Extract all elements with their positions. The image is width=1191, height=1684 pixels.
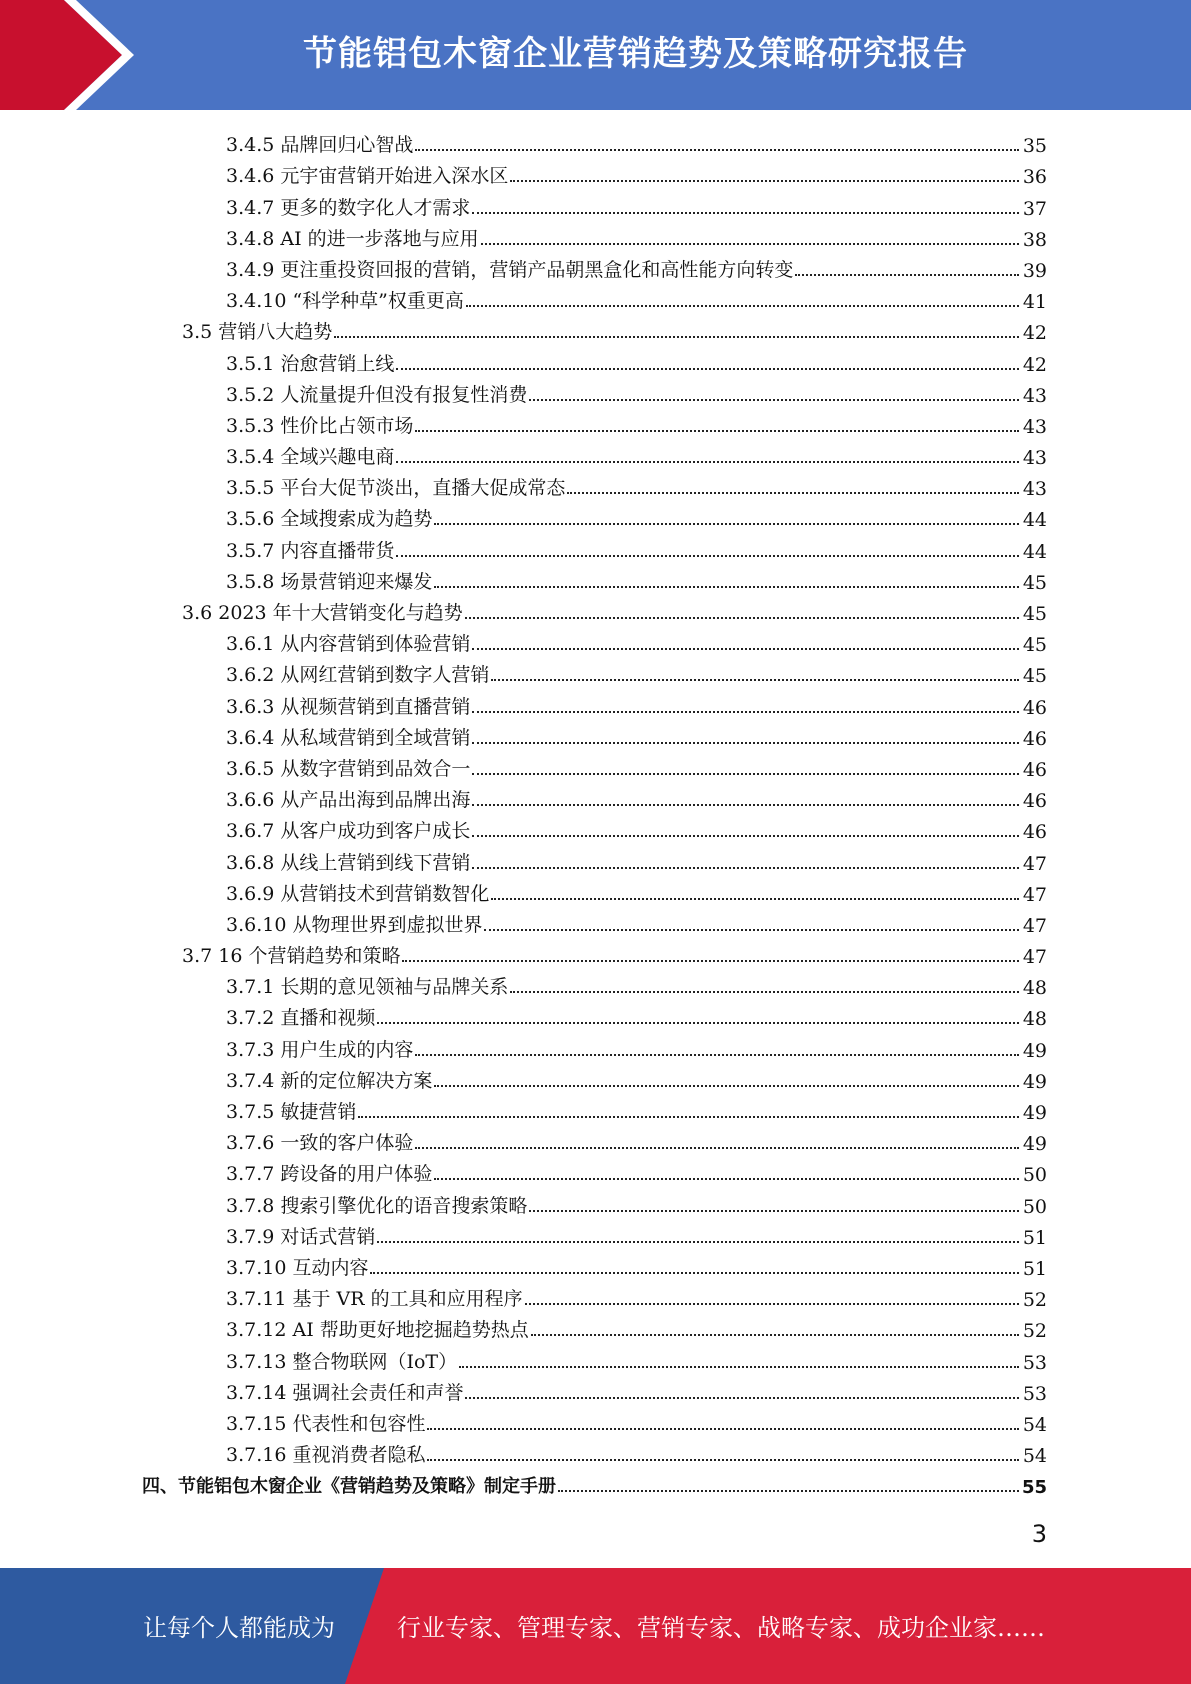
toc-entry[interactable]	[0, 937, 1191, 968]
toc-entry-label: 3.7.12 AI 帮助更好地挖掘趋势热点	[226, 1319, 529, 1342]
toc-leader-dots	[472, 710, 1019, 713]
toc-entry[interactable]	[0, 594, 1191, 625]
toc-entry-label: 3.6.5 从数字营销到品效合一	[226, 757, 471, 780]
toc-entry[interactable]	[0, 469, 1191, 500]
toc-entry-label: 3.7.1 长期的意见领袖与品牌关系	[226, 976, 509, 999]
footer-band	[0, 1568, 1191, 1684]
toc-entry-page: 50	[1022, 1195, 1047, 1218]
toc-entry-label: 3.7.16 重视消费者隐私	[226, 1444, 426, 1467]
toc-entry-label: 3.6.6 从产品出海到品牌出海	[226, 789, 471, 812]
toc-entry[interactable]	[0, 812, 1191, 843]
toc-entry-label: 3.4.5 品牌回归心智战	[226, 134, 414, 157]
toc-leader-dots	[415, 1053, 1019, 1056]
toc-entry-label: 3.7.5 敏捷营销	[226, 1101, 357, 1123]
toc-entry[interactable]	[0, 656, 1191, 687]
toc-entry-label: 3.4.10 “科学种草”权重更高	[226, 290, 464, 313]
footer-slogan: 让每个人都能成为	[143, 1614, 335, 1642]
toc-entry[interactable]	[0, 1062, 1191, 1093]
toc-entry-page: 43	[1022, 478, 1047, 501]
toc-entry[interactable]	[0, 687, 1191, 718]
toc-entry[interactable]	[0, 1186, 1191, 1217]
toc-entry-label: 3.5.5 平台大促节淡出，直播大促成常态	[226, 477, 566, 500]
toc-leader-dots	[531, 1333, 1019, 1336]
toc-entry-page: 51	[1022, 1226, 1047, 1249]
toc-entry[interactable]	[0, 750, 1191, 781]
toc-entry-label: 3.7.6 一致的客户体验	[226, 1132, 414, 1155]
toc-leader-dots	[510, 990, 1019, 993]
toc-entry-label: 3.6 2023 年十大营销变化与趋势	[182, 602, 463, 624]
toc-entry[interactable]	[0, 500, 1191, 531]
toc-entry-page: 42	[1022, 322, 1047, 345]
toc-entry-label: 3.5.1 治愈营销上线	[226, 352, 395, 375]
toc-leader-dots	[472, 211, 1019, 214]
toc-entry-label: 3.5.6 全域搜索成为趋势	[226, 508, 433, 531]
toc-entry-page: 37	[1022, 197, 1047, 220]
toc-entry[interactable]	[0, 1374, 1191, 1405]
toc-entry-label: 3.7.13 整合物联网（IoT）	[226, 1350, 458, 1373]
toc-entry-label: 3.5.7 内容直播带货	[226, 539, 395, 562]
toc-entry-page: 46	[1022, 790, 1047, 813]
toc-leader-dots	[491, 897, 1019, 900]
toc-leader-dots	[472, 866, 1019, 869]
toc-entry[interactable]	[0, 1218, 1191, 1249]
toc-entry[interactable]	[0, 1030, 1191, 1061]
toc-entry[interactable]	[0, 438, 1191, 469]
toc-leader-dots	[472, 647, 1019, 650]
toc-entry-label: 3.4.7 更多的数字化人才需求	[226, 196, 471, 219]
toc-leader-dots	[334, 335, 1019, 338]
toc-entry[interactable]	[0, 1342, 1191, 1373]
toc-entry-page: 45	[1022, 571, 1047, 594]
toc-entry-page: 44	[1022, 509, 1047, 532]
toc-entry-label: 3.5.4 全域兴趣电商	[226, 446, 395, 469]
toc-entry[interactable]	[0, 1311, 1191, 1342]
toc-leader-dots	[795, 273, 1019, 276]
toc-entry[interactable]	[0, 906, 1191, 937]
toc-entry-label: 3.7.10 互动内容	[226, 1256, 369, 1279]
toc-entry-page: 48	[1022, 977, 1047, 1000]
toc-entry-page: 49	[1022, 1039, 1047, 1062]
toc-leader-dots	[510, 179, 1019, 182]
toc-entry-page: 45	[1022, 603, 1047, 625]
toc-entry-label: 3.5.8 场景营销迎来爆发	[226, 570, 433, 593]
toc-leader-dots	[529, 398, 1019, 401]
toc-leader-dots	[427, 1427, 1019, 1430]
toc-leader-dots	[472, 741, 1019, 744]
toc-leader-dots	[415, 429, 1019, 432]
toc-entry-page: 50	[1022, 1164, 1047, 1187]
toc-entry[interactable]	[0, 344, 1191, 375]
toc-leader-dots	[377, 1240, 1019, 1243]
table-of-contents	[0, 126, 1191, 1498]
toc-entry-page: 55	[1021, 1477, 1047, 1499]
toc-entry-page: 46	[1022, 727, 1047, 750]
toc-entry-page: 43	[1022, 447, 1047, 470]
toc-leader-dots	[427, 1458, 1019, 1461]
toc-entry-label: 3.7.11 基于 VR 的工具和应用程序	[226, 1288, 523, 1311]
toc-entry[interactable]	[0, 188, 1191, 219]
toc-entry-page: 45	[1022, 634, 1047, 657]
header-band	[0, 0, 1191, 110]
toc-entry[interactable]	[0, 968, 1191, 999]
toc-entry-label: 3.7 16 个营销趋势和策略	[182, 945, 401, 968]
toc-entry-page: 53	[1022, 1382, 1047, 1405]
toc-leader-dots	[396, 460, 1019, 463]
toc-entry-page: 49	[1022, 1070, 1047, 1093]
toc-entry[interactable]	[0, 563, 1191, 594]
toc-entry-page: 46	[1022, 821, 1047, 844]
toc-entry-page: 47	[1022, 914, 1047, 937]
toc-entry-page: 51	[1022, 1257, 1047, 1280]
toc-leader-dots	[370, 1271, 1019, 1274]
toc-leader-dots	[465, 1396, 1019, 1399]
toc-entry[interactable]	[0, 531, 1191, 562]
toc-entry-page: 49	[1022, 1133, 1047, 1156]
toc-entry[interactable]	[0, 1436, 1191, 1467]
toc-entry-page: 47	[1022, 883, 1047, 906]
toc-entry-label: 3.7.4 新的定位解决方案	[226, 1069, 433, 1092]
toc-entry-label: 3.6.3 从视频营销到直播营销	[226, 695, 471, 718]
toc-leader-dots	[434, 1177, 1019, 1180]
toc-entry-page: 44	[1022, 540, 1047, 563]
toc-leader-dots	[484, 928, 1019, 931]
page-number: 3	[1031, 1520, 1047, 1548]
toc-entry-label: 3.5 营销八大趋势	[182, 321, 333, 344]
toc-entry-label: 3.7.3 用户生成的内容	[226, 1038, 414, 1061]
toc-entry[interactable]	[0, 220, 1191, 251]
toc-entry[interactable]	[0, 1280, 1191, 1311]
toc-entry-page: 43	[1022, 384, 1047, 407]
toc-entry-page: 54	[1022, 1445, 1047, 1468]
toc-entry-page: 46	[1022, 758, 1047, 781]
toc-entry[interactable]	[0, 282, 1191, 313]
toc-entry[interactable]	[0, 1093, 1191, 1124]
toc-entry[interactable]	[0, 1467, 1191, 1498]
toc-leader-dots	[415, 148, 1019, 151]
toc-entry[interactable]	[0, 1155, 1191, 1186]
toc-leader-dots	[465, 616, 1019, 619]
toc-entry-label: 3.6.8 从线上营销到线下营销	[226, 851, 471, 874]
toc-entry-page: 39	[1022, 259, 1047, 282]
toc-leader-dots	[525, 1302, 1019, 1305]
toc-entry[interactable]	[0, 1124, 1191, 1155]
toc-leader-dots	[491, 678, 1019, 681]
toc-entry-page: 54	[1022, 1413, 1047, 1436]
toc-entry[interactable]	[0, 126, 1191, 157]
toc-entry[interactable]	[0, 875, 1191, 906]
toc-leader-dots	[567, 491, 1019, 494]
toc-entry-page: 48	[1022, 1008, 1047, 1031]
toc-entry-page: 41	[1022, 291, 1047, 314]
footer-roles: 行业专家、管理专家、营销专家、战略专家、成功企业家……	[397, 1614, 1045, 1642]
toc-leader-dots	[402, 959, 1019, 962]
toc-entry-label: 3.5.3 性价比占领市场	[226, 414, 414, 437]
toc-entry-label: 3.7.2 直播和视频	[226, 1007, 376, 1030]
toc-entry[interactable]	[0, 407, 1191, 438]
toc-entry-label: 3.7.8 搜索引擎优化的语音搜索策略	[226, 1194, 528, 1217]
toc-entry-page: 35	[1022, 135, 1047, 158]
report-title: 节能铝包木窗企业营销趋势及策略研究报告	[303, 34, 968, 74]
toc-leader-dots	[466, 304, 1019, 307]
toc-entry-page: 45	[1022, 665, 1047, 688]
toc-entry-label: 3.5.2 人流量提升但没有报复性消费	[226, 383, 528, 406]
toc-entry-page: 52	[1022, 1320, 1047, 1343]
toc-leader-dots	[481, 242, 1019, 245]
toc-entry-label: 3.6.4 从私域营销到全域营销	[226, 726, 471, 749]
toc-leader-dots	[459, 1365, 1019, 1368]
toc-leader-dots	[558, 1489, 1019, 1492]
toc-entry-label: 3.7.15 代表性和包容性	[226, 1412, 426, 1435]
toc-entry-page: 47	[1022, 946, 1047, 969]
toc-entry[interactable]	[0, 157, 1191, 188]
toc-entry-label: 3.6.10 从物理世界到虚拟世界	[226, 913, 483, 936]
toc-entry[interactable]	[0, 251, 1191, 282]
toc-leader-dots	[529, 1209, 1019, 1212]
toc-leader-dots	[434, 522, 1019, 525]
toc-entry[interactable]	[0, 376, 1191, 407]
toc-entry-label: 3.7.7 跨设备的用户体验	[226, 1163, 433, 1186]
toc-entry-label: 3.4.8 AI 的进一步落地与应用	[226, 227, 479, 250]
toc-entry-label: 3.6.7 从客户成功到客户成长	[226, 820, 471, 843]
toc-entry[interactable]	[0, 719, 1191, 750]
toc-entry-page: 47	[1022, 852, 1047, 875]
toc-leader-dots	[358, 1115, 1019, 1118]
toc-entry-label: 3.7.9 对话式营销	[226, 1225, 376, 1248]
toc-leader-dots	[434, 1084, 1019, 1087]
toc-entry[interactable]	[0, 1405, 1191, 1436]
toc-leader-dots	[396, 367, 1019, 370]
toc-entry-label: 3.4.9 更注重投资回报的营销，营销产品朝黑盒化和高性能方向转变	[226, 258, 794, 281]
toc-leader-dots	[396, 554, 1019, 557]
toc-entry-page: 49	[1022, 1102, 1047, 1124]
toc-entry-label: 四、节能铝包木窗企业《营销趋势及策略》制定手册	[142, 1476, 556, 1498]
toc-leader-dots	[472, 803, 1019, 806]
toc-entry-page: 52	[1022, 1289, 1047, 1312]
toc-entry[interactable]	[0, 999, 1191, 1030]
toc-leader-dots	[415, 1146, 1019, 1149]
toc-entry-label: 3.6.9 从营销技术到营销数智化	[226, 882, 490, 905]
toc-entry-page: 53	[1022, 1351, 1047, 1374]
toc-leader-dots	[377, 1021, 1019, 1024]
toc-entry-page: 46	[1022, 696, 1047, 719]
toc-entry-page: 42	[1022, 353, 1047, 376]
toc-entry-label: 3.7.14 强调社会责任和声誉	[226, 1381, 464, 1404]
toc-entry-page: 43	[1022, 415, 1047, 438]
toc-entry[interactable]	[0, 313, 1191, 344]
toc-entry[interactable]	[0, 781, 1191, 812]
toc-entry[interactable]	[0, 843, 1191, 874]
toc-entry-label: 3.6.2 从网红营销到数字人营销	[226, 664, 490, 687]
toc-leader-dots	[472, 772, 1019, 775]
toc-leader-dots	[472, 834, 1019, 837]
toc-entry-label: 3.6.1 从内容营销到体验营销	[226, 633, 471, 656]
toc-leader-dots	[434, 585, 1019, 588]
toc-entry[interactable]	[0, 1249, 1191, 1280]
toc-entry[interactable]	[0, 625, 1191, 656]
toc-entry-page: 36	[1022, 166, 1047, 189]
toc-entry-label: 3.4.6 元宇宙营销开始进入深水区	[226, 165, 509, 188]
toc-entry-page: 38	[1022, 228, 1047, 251]
